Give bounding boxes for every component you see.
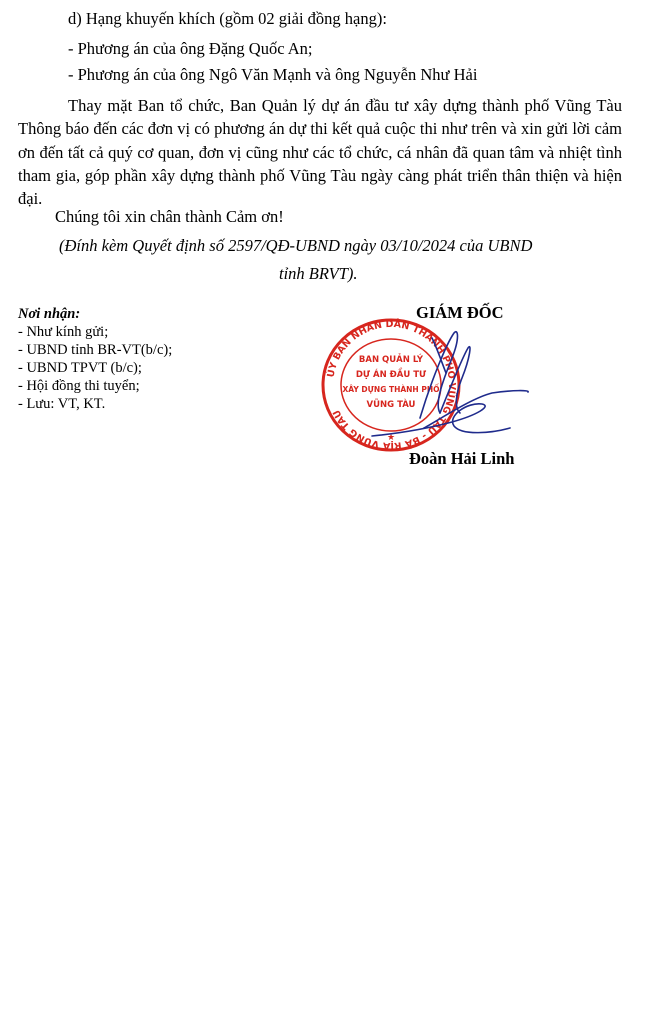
recipient-item: - Như kính gửi; <box>18 324 109 340</box>
svg-text:DỰ ÁN ĐẦU TƯ: DỰ ÁN ĐẦU TƯ <box>355 370 427 380</box>
recipients-title: Nơi nhận: <box>18 306 81 322</box>
recipient-item: - UBND TPVT (b/c); <box>18 360 142 376</box>
signer-name: Đoàn Hải Linh <box>409 449 515 468</box>
signer-position: GIÁM ĐỐC <box>416 303 504 322</box>
recipient-item: - Hội đồng thi tuyển; <box>18 378 140 394</box>
recipient-item: - Lưu: VT, KT. <box>18 396 106 412</box>
svg-text:★: ★ <box>386 433 396 443</box>
awardee-2: - Phương án của ông Ngô Văn Mạnh và ông Nguyễn Như Hải <box>68 65 478 84</box>
svg-text:VŨNG TÀU: VŨNG TÀU <box>366 400 416 410</box>
thanks-line: Chúng tôi xin chân thành Cảm ơn! <box>55 207 284 226</box>
awardee-1: - Phương án của ông Đặng Quốc An; <box>68 39 313 58</box>
attachment-line-2: tỉnh BRVT). <box>279 264 358 283</box>
svg-text:XÂY DỰNG THÀNH PHỐ: XÂY DỰNG THÀNH PHỐ <box>342 385 440 394</box>
attachment-line-1: (Đính kèm Quyết định số 2597/QĐ-UBND ngày 03/10/2024 của UBND <box>59 236 533 255</box>
body-paragraph: Thay mặt Ban tổ chức, Ban Quản lý dự án đầu tư xây dựng thành phố Vũng Tàu Thông báo đến các đơn vị có phương án dự thi kết quả cuộc thi như trên và xin gửi lời cảm ơn đến tất cả quý cơ quan, đơn vị cũng như các tổ chức, cá nhân đã quan tâm và nhiệt tình tham gia, góp phần xây dựng thành phố Vũng Tàu ngày càng phát triển thân thiện và hiện đại. <box>18 96 622 209</box>
recipient-item: - UBND tỉnh BR-VT(b/c); <box>18 342 173 358</box>
award-heading: d) Hạng khuyến khích (gồm 02 giải đồng hạng): <box>68 9 387 28</box>
svg-text:ỦY BAN NHÂN DÂN THÀNH PHỐ VŨNG: ỦY BAN NHÂN DÂN THÀNH PHỐ VŨNG TÀU - BÀ RỊA VŨNG TÀU <box>325 318 458 452</box>
signature <box>362 318 534 448</box>
recipients-block <box>18 305 172 413</box>
svg-text:BAN QUẢN LÝ: BAN QUẢN LÝ <box>358 355 424 365</box>
